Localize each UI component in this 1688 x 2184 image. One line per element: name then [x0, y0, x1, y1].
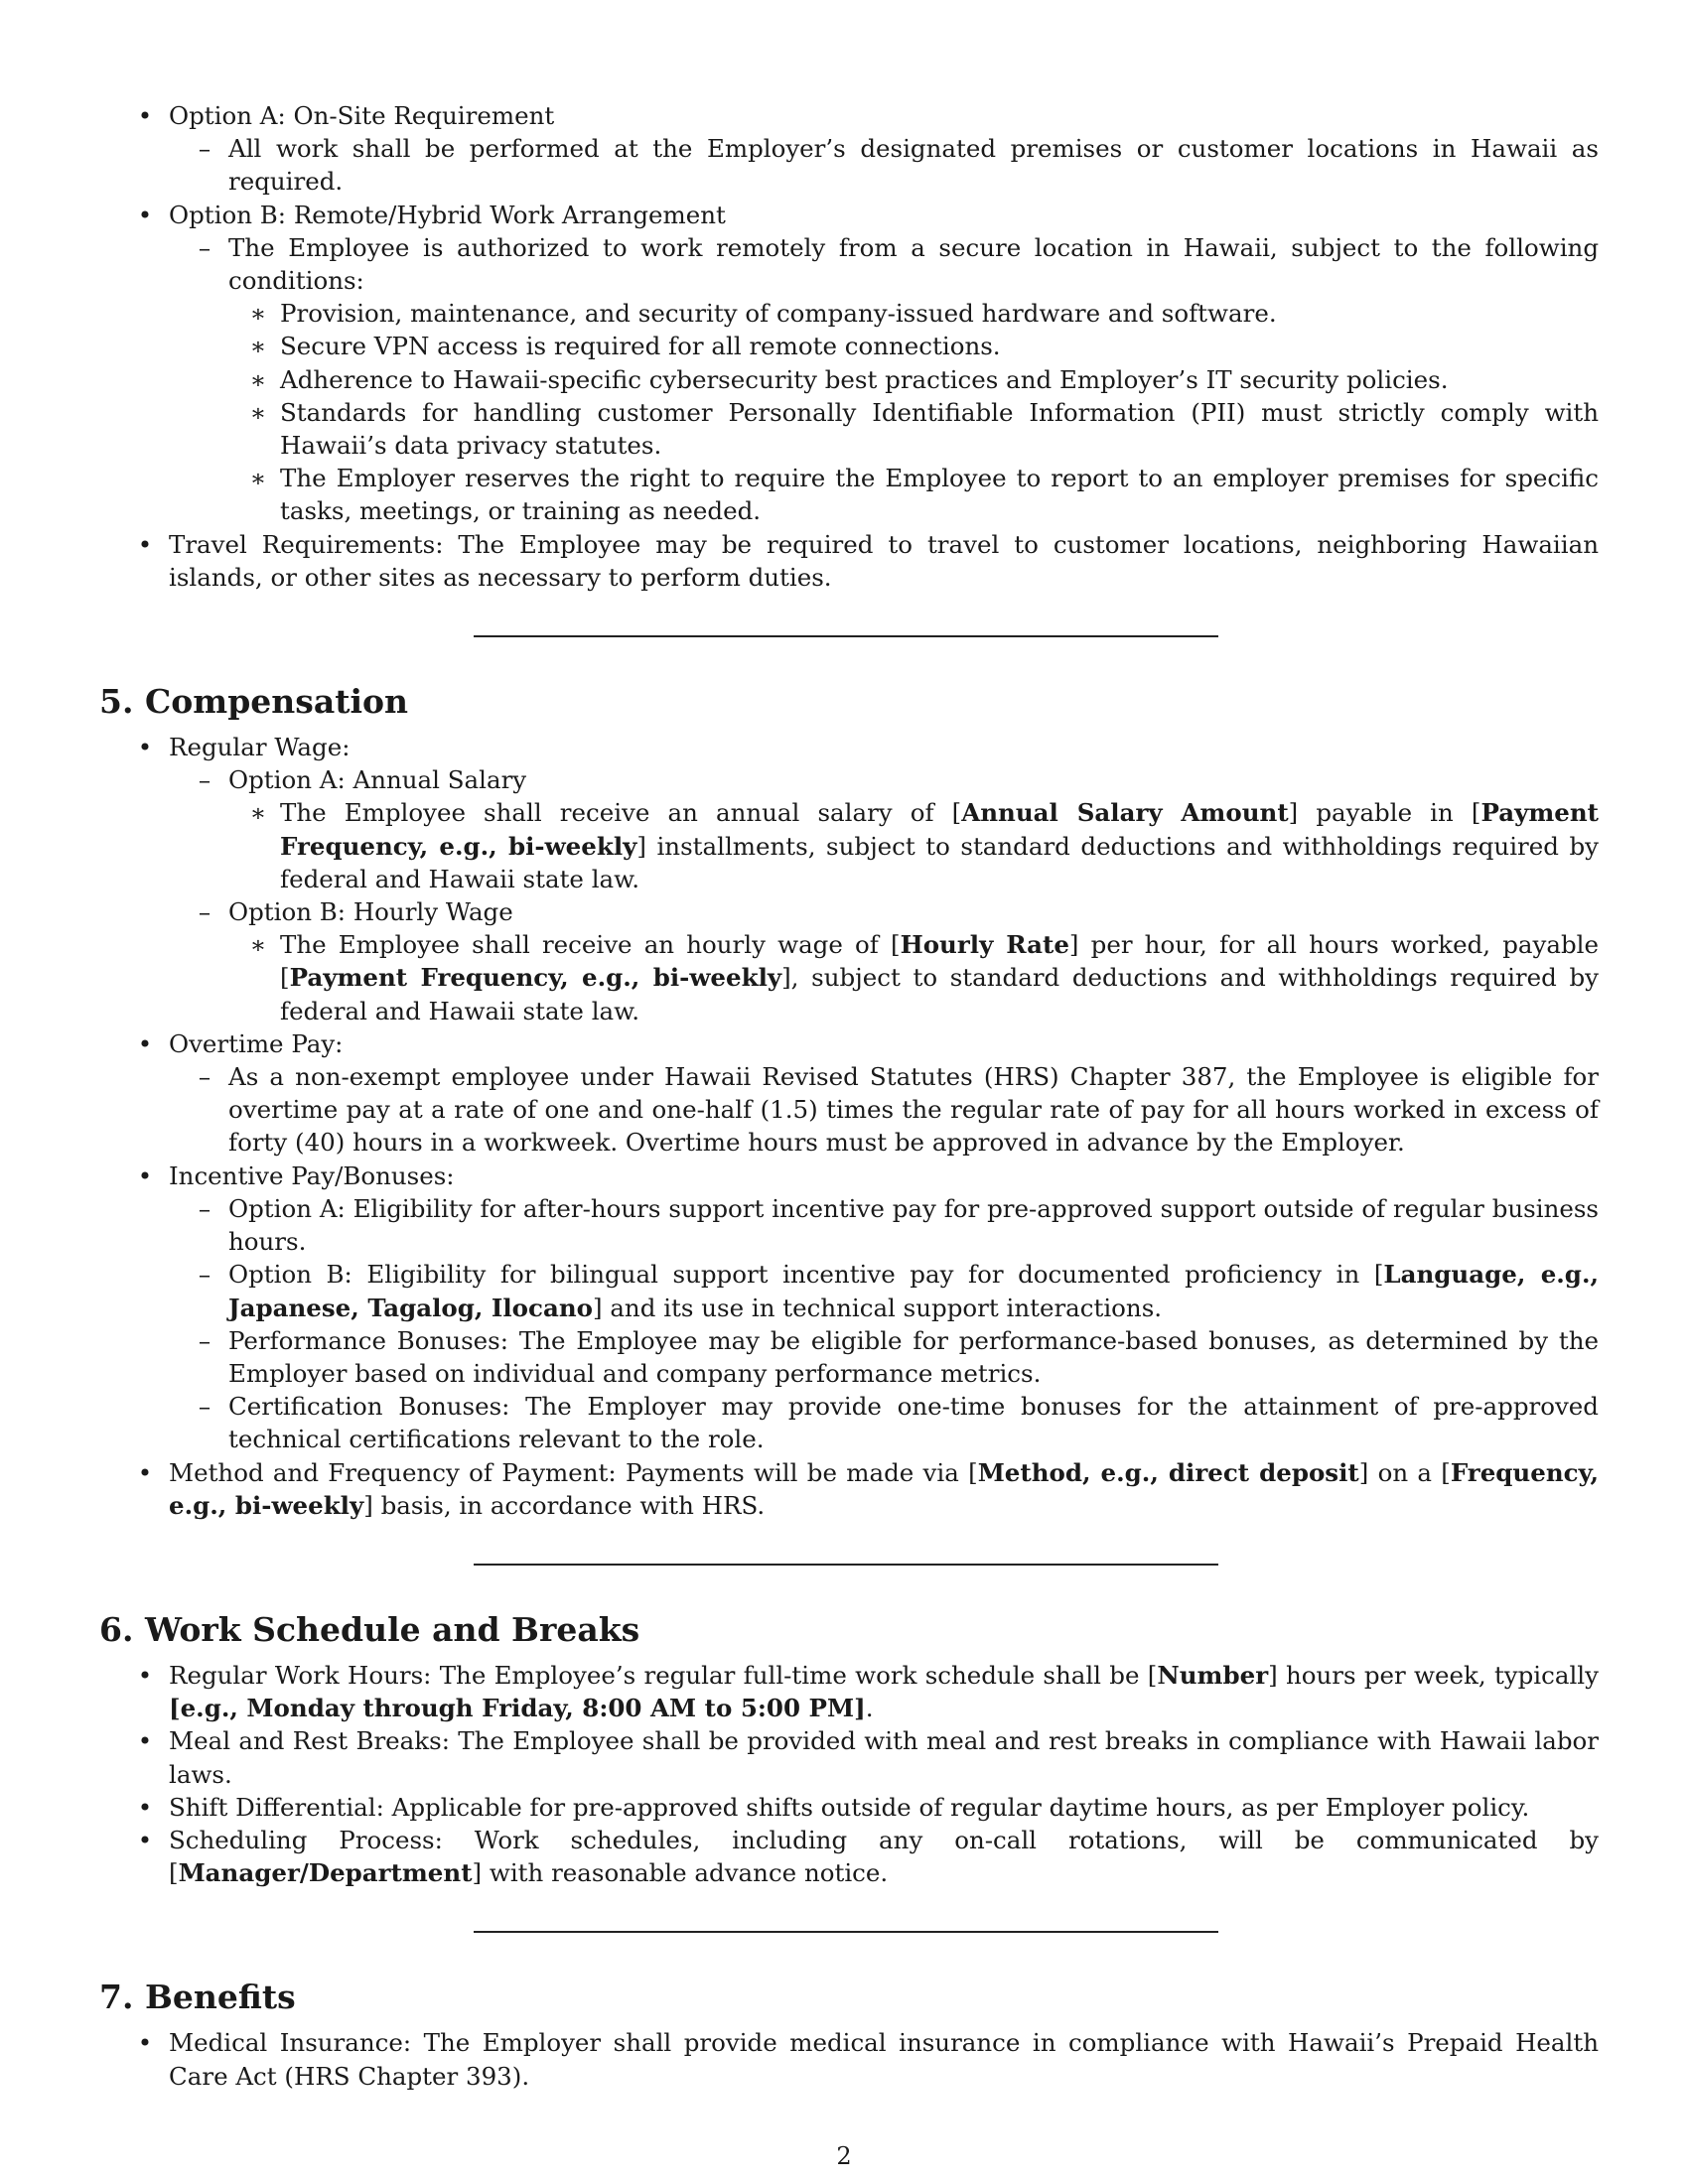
- list-item: [99, 132, 1599, 198]
- dash-icon: –: [198, 765, 211, 795]
- list-item: [99, 1192, 1599, 1258]
- list-item: [99, 763, 1599, 796]
- section-divider: [474, 635, 1218, 637]
- option-b-title: Option B: Remote/Hybrid Work Arrangement: [169, 200, 726, 229]
- schedule-days-placeholder: [e.g., Monday through Friday, 8:00 AM to 5:00 PM]: [169, 1694, 866, 1723]
- condition-text: Secure VPN access is required for all remote connections.: [280, 332, 1001, 361]
- list-item: [99, 199, 1599, 231]
- payment-frequency-placeholder: Frequency, e.g., bi-weekly: [169, 1457, 1599, 1520]
- section-title: Benefits: [145, 1978, 296, 2017]
- list-item: [99, 363, 1599, 396]
- salary-option-title: Option A: Annual Salary: [228, 765, 527, 795]
- list-item: [99, 1060, 1599, 1160]
- list-item: [99, 297, 1599, 330]
- payment-method-text: Method and Frequency of Payment: Payments will be made via [: [169, 1457, 978, 1487]
- asterisk-icon: ∗: [249, 364, 267, 394]
- bullet-icon: •: [137, 529, 153, 559]
- compensation-list: [99, 731, 1599, 1522]
- list-item: [99, 1456, 1599, 1522]
- list-item: [99, 99, 1599, 132]
- dash-icon: –: [198, 1325, 211, 1355]
- bullet-icon: •: [137, 1160, 153, 1190]
- work-hours-text: Regular Work Hours: The Employee’s regular full-time work schedule shall be [: [169, 1660, 1158, 1690]
- travel-requirements: Travel Requirements: The Employee may be required to travel to customer locations, neighboring Hawaiian islands, or other sites as necessary to perform duties.: [169, 529, 1599, 592]
- list-item: [99, 1160, 1599, 1192]
- document-content: [99, 99, 1599, 2093]
- scheduling-text: ] with reasonable advance notice.: [472, 1858, 889, 1888]
- hourly-frequency-placeholder: Payment Frequency, e.g., bi-weekly: [289, 963, 782, 993]
- incentive-option-a: Option A: Eligibility for after-hours support incentive pay for pre-approved support outside of regular business hours.: [228, 1193, 1599, 1257]
- bullet-icon: •: [137, 2028, 153, 2058]
- salary-text: The Employee shall receive an annual salary of [: [280, 798, 962, 828]
- dash-icon: –: [198, 134, 211, 164]
- asterisk-icon: ∗: [249, 299, 267, 329]
- list-item: [99, 330, 1599, 362]
- manager-placeholder: Manager/Department: [178, 1858, 473, 1888]
- incentive-option-b-text: Option B: Eligibility for bilingual support incentive pay for documented proficiency in [: [228, 1260, 1384, 1290]
- option-a-title: Option A: On-Site Requirement: [169, 101, 555, 130]
- section-title: Work Schedule and Breaks: [145, 1609, 640, 1649]
- asterisk-icon: ∗: [249, 332, 267, 361]
- list-item: [99, 731, 1599, 763]
- salary-text: ] installments, subject to standard deductions and withholdings required by federal and Hawaii state law.: [280, 831, 1599, 893]
- list-item: [99, 895, 1599, 928]
- work-hours-text: ] hours per week, typically: [1268, 1660, 1599, 1690]
- option-b-text: The Employee is authorized to work remotely from a secure location in Hawaii, subject to the following conditions:: [228, 232, 1599, 296]
- list-item: [99, 796, 1599, 895]
- section-number: 5.: [99, 682, 134, 722]
- hourly-text: ], subject to standard deductions and withholdings required by federal and Hawaii state law.: [280, 963, 1599, 1025]
- certification-bonuses: Certification Bonuses: The Employer may provide one-time bonuses for the attainment of pre-approved technical certifications relevant to the role.: [228, 1392, 1599, 1454]
- section-divider: [474, 1564, 1218, 1566]
- list-item: [99, 1724, 1599, 1790]
- asterisk-icon: ∗: [249, 397, 267, 427]
- bullet-icon: •: [137, 733, 153, 762]
- section-divider: [474, 1931, 1218, 1933]
- incentive-option-b-text: ] and its use in technical support interactions.: [592, 1293, 1163, 1322]
- condition-text: Adherence to Hawaii-specific cybersecurity best practices and Employer’s IT security policies.: [280, 364, 1449, 394]
- hourly-text: ] per hour, for all hours worked, payable [: [280, 930, 1599, 993]
- bullet-icon: •: [137, 1660, 153, 1690]
- language-placeholder: Language, e.g., Japanese, Tagalog, Ilocano: [228, 1260, 1599, 1322]
- bullet-icon: •: [137, 1726, 153, 1756]
- salary-frequency-placeholder: Payment Frequency, e.g., bi-weekly: [280, 798, 1599, 861]
- list-item: [99, 1659, 1599, 1724]
- list-item: [99, 396, 1599, 462]
- list-item: [99, 928, 1599, 1027]
- condition-text: The Employer reserves the right to require the Employee to report to an employer premises for specific tasks, meetings, or training as needed.: [280, 464, 1599, 526]
- payment-method-text: ] on a [: [1358, 1457, 1451, 1487]
- list-item: [99, 1324, 1599, 1390]
- salary-text: ] payable in [: [1288, 798, 1481, 828]
- section-number: 6.: [99, 1609, 134, 1649]
- performance-bonuses: Performance Bonuses: The Employee may be eligible for performance-based bonuses, as determined by the Employer based on individual and company performance metrics.: [228, 1325, 1599, 1388]
- regular-wage-title: Regular Wage:: [169, 733, 351, 762]
- list-item: [99, 1824, 1599, 1889]
- page-number: 2: [836, 2142, 852, 2170]
- medical-insurance: Medical Insurance: The Employer shall provide medical insurance in compliance with Hawaii’s Prepaid Health Care Act (HRS Chapter 393).: [169, 2028, 1599, 2091]
- incentive-title: Incentive Pay/Bonuses:: [169, 1160, 455, 1190]
- hourly-rate-placeholder: Hourly Rate: [900, 930, 1069, 960]
- bullet-icon: •: [137, 200, 153, 229]
- list-item: [99, 1258, 1599, 1323]
- hours-number-placeholder: Number: [1157, 1660, 1269, 1690]
- list-item: [99, 1027, 1599, 1060]
- section-heading-compensation: [99, 681, 1599, 723]
- condition-text: Standards for handling customer Personally Identifiable Information (PII) must strictly comply with Hawaii’s data privacy statutes.: [280, 397, 1599, 461]
- list-item: [99, 1390, 1599, 1455]
- bullet-icon: •: [137, 1028, 153, 1058]
- section-heading-benefits: [99, 1977, 1599, 2018]
- work-location-list: [99, 99, 1599, 594]
- payment-method-placeholder: Method, e.g., direct deposit: [977, 1457, 1359, 1487]
- hourly-option-title: Option B: Hourly Wage: [228, 897, 513, 927]
- dash-icon: –: [198, 232, 211, 262]
- list-item: [99, 528, 1599, 594]
- overtime-text: As a non-exempt employee under Hawaii Revised Statutes (HRS) Chapter 387, the Employee is eligible for overtime pay at a rate of one and one-half (1.5) times the regular rate of pay for all hours worked in excess of forty (40) hours in a workweek. Overtime hours must be approved in advance by the Employer.: [228, 1062, 1599, 1158]
- hourly-text: The Employee shall receive an hourly wage of [: [280, 930, 901, 960]
- benefits-list: [99, 2026, 1599, 2092]
- section-heading-work-schedule: [99, 1609, 1599, 1651]
- asterisk-icon: ∗: [249, 930, 267, 960]
- schedule-list: [99, 1659, 1599, 1889]
- overtime-title: Overtime Pay:: [169, 1028, 344, 1058]
- dash-icon: –: [198, 1392, 211, 1422]
- bullet-icon: •: [137, 101, 153, 130]
- asterisk-icon: ∗: [249, 798, 267, 828]
- list-item: [99, 462, 1599, 527]
- list-item: [99, 2026, 1599, 2092]
- bullet-icon: •: [137, 1825, 153, 1854]
- option-a-text: All work shall be performed at the Employer’s designated premises or customer locations in Hawaii as required.: [228, 134, 1599, 197]
- dash-icon: –: [198, 897, 211, 927]
- dash-icon: –: [198, 1062, 211, 1092]
- salary-amount-placeholder: Annual Salary Amount: [961, 798, 1289, 828]
- condition-text: Provision, maintenance, and security of company-issued hardware and software.: [280, 299, 1277, 329]
- list-item: [99, 1791, 1599, 1824]
- list-item: [99, 231, 1599, 297]
- asterisk-icon: ∗: [249, 464, 267, 493]
- dash-icon: –: [198, 1193, 211, 1223]
- shift-differential: Shift Differential: Applicable for pre-approved shifts outside of regular daytime hours, as per Employer policy.: [169, 1792, 1530, 1822]
- bullet-icon: •: [137, 1457, 153, 1487]
- section-title: Compensation: [145, 682, 408, 722]
- work-hours-text: .: [865, 1694, 874, 1723]
- bullet-icon: •: [137, 1792, 153, 1822]
- section-number: 7.: [99, 1978, 134, 2017]
- meal-rest-breaks: Meal and Rest Breaks: The Employee shall be provided with meal and rest breaks in compliance with Hawaii labor laws.: [169, 1726, 1599, 1789]
- payment-method-text: ] basis, in accordance with HRS.: [363, 1490, 766, 1520]
- dash-icon: –: [198, 1260, 211, 1290]
- scheduling-text: Scheduling Process: Work schedules, including any on-call rotations, will be communicated by [: [169, 1825, 1599, 1888]
